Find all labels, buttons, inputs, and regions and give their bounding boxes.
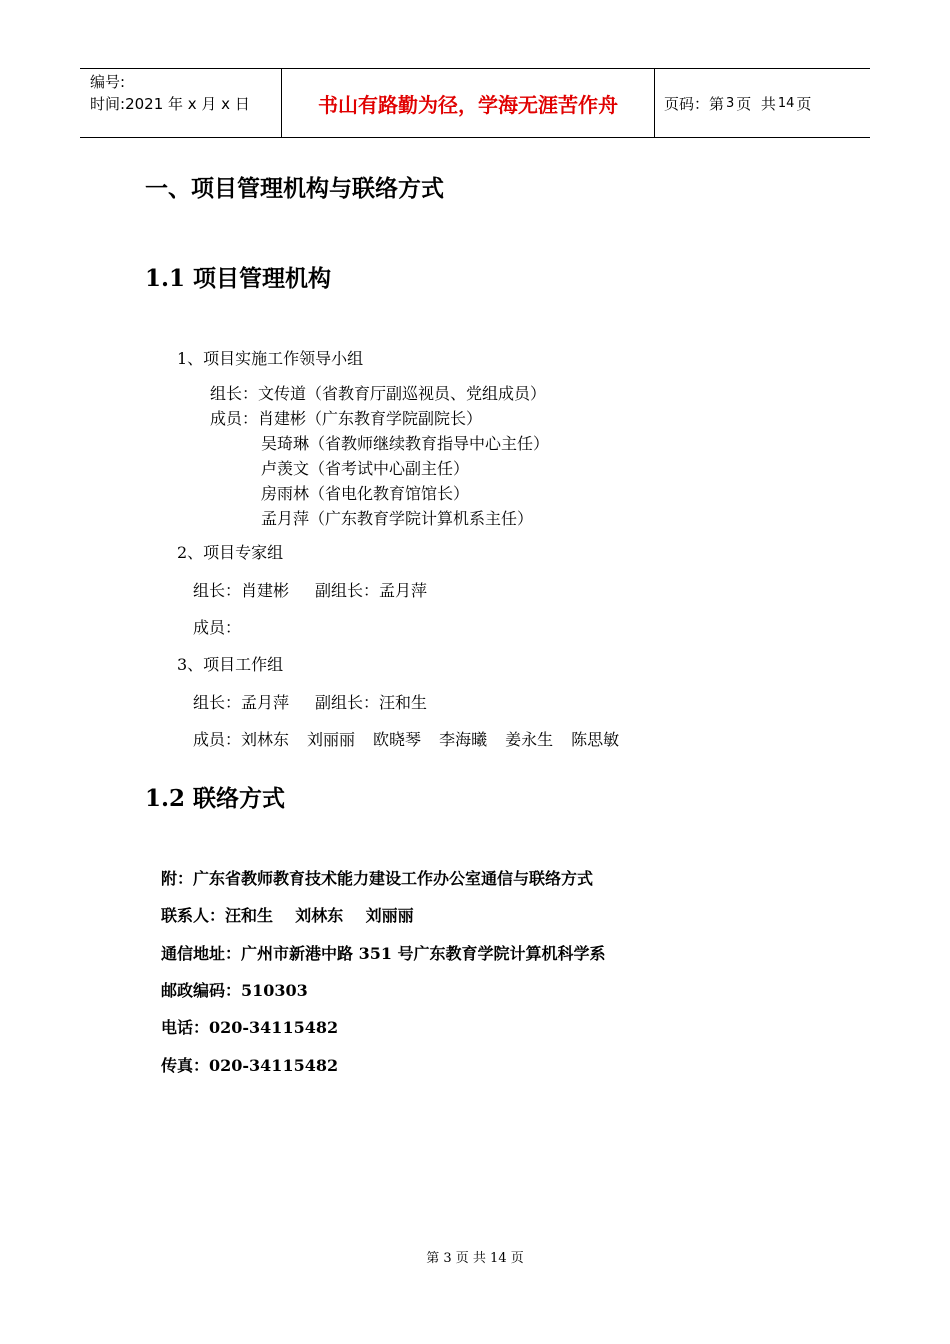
group2-leaders: 组长：肖建彬 副组长：孟月萍 xyxy=(193,581,428,600)
group1-member: 吴琦琳（省教师继续教育指导中心主任） xyxy=(261,434,550,453)
member-name: 姜永生 xyxy=(505,730,554,749)
contact-line: 传真：020-34115482 xyxy=(161,1056,339,1075)
header-time: 时间:2021 年 x 月 x 日 xyxy=(90,95,250,113)
group1-member: 卢羡文（省考试中心副主任） xyxy=(261,459,470,478)
group2-members: 成员： xyxy=(193,618,242,637)
section-title: 一、项目管理机构与联络方式 xyxy=(145,176,444,202)
contact-line: 通信地址：广州市新港中路 351 号广东教育学院计算机科学系 xyxy=(161,944,606,963)
member-name: 李海曦 xyxy=(439,730,488,749)
contact-line: 联系人：汪和生 刘林东 刘丽丽 xyxy=(161,906,414,925)
member-name: 刘林东 xyxy=(241,730,290,749)
member-name: 欧晓琴 xyxy=(373,730,422,749)
group1-member: 孟月萍（广东教育学院计算机系主任） xyxy=(261,509,534,528)
group3-title: 3、项目工作组 xyxy=(177,655,284,674)
member-name: 陈思敏 xyxy=(571,730,620,749)
page-footer: 第 3 页 共 14 页 xyxy=(426,1251,524,1266)
group1-leader: 组长：文传道（省教育厅副巡视员、党组成员） xyxy=(210,384,547,403)
contact-line: 电话：020-34115482 xyxy=(161,1018,339,1037)
header-motto: 书山有路勤为径，学海无涯苦作舟 xyxy=(318,92,618,117)
group3-leaders: 组长：孟月萍 副组长：汪和生 xyxy=(193,693,428,712)
contact-line: 邮政编码：510303 xyxy=(161,981,308,1000)
contact-line: 附：广东省教师教育技术能力建设工作办公室通信与联络方式 xyxy=(161,869,594,888)
header-page-info: 页码：第 3 页 共 14 页 xyxy=(664,94,812,113)
group2-title: 2、项目专家组 xyxy=(177,543,284,562)
group1-member: 房雨林（省电化教育馆馆长） xyxy=(261,484,470,503)
subsection-title-1-2: 1.2 联络方式 xyxy=(145,785,286,812)
page-header xyxy=(80,68,870,138)
subsection-title-1-1: 1.1 项目管理机构 xyxy=(145,265,332,292)
group1-title: 1、项目实施工作领导小组 xyxy=(177,349,364,368)
group3-members: 成员：刘林东 刘丽丽 欧晓琴 李海曦 姜永生 陈思敏 xyxy=(193,730,620,749)
header-divider xyxy=(654,69,655,137)
member-name: 刘丽丽 xyxy=(307,730,356,749)
header-number: 编号: xyxy=(90,73,126,91)
group1-member: 成员：肖建彬（广东教育学院副院长） xyxy=(210,409,483,428)
header-meta xyxy=(90,71,250,115)
